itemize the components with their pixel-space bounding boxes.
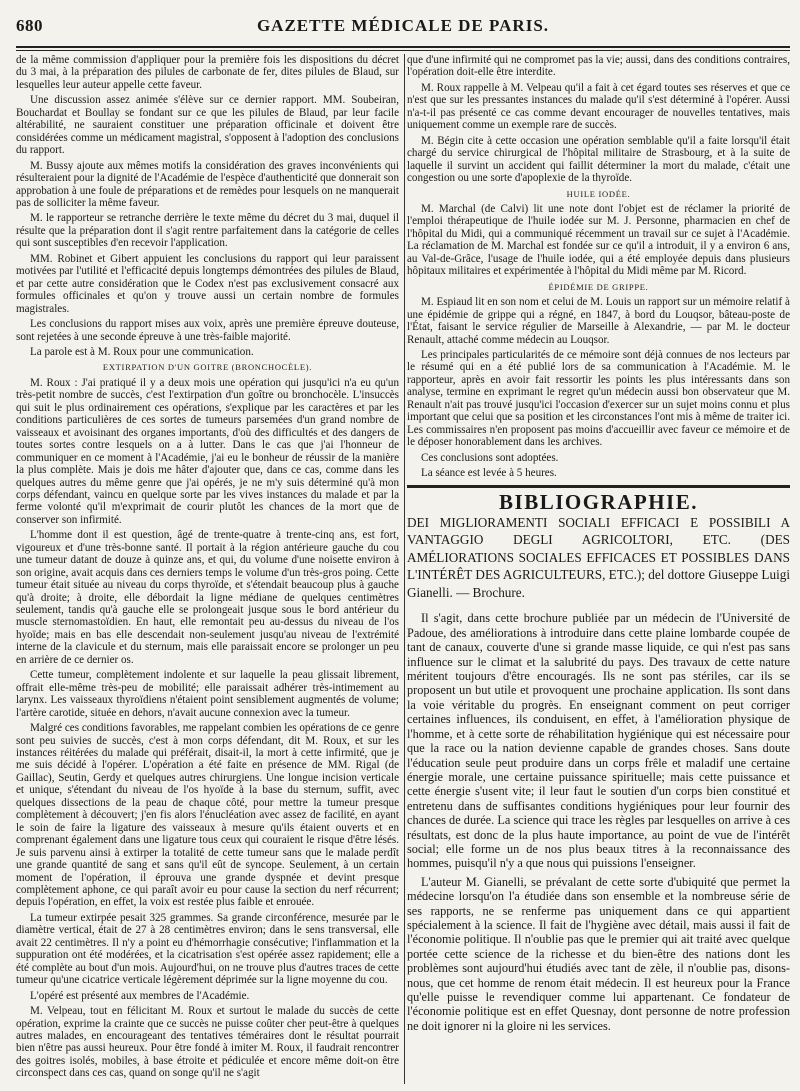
paragraph: Il s'agit, dans cette brochure publiée par un médecin de l'Université de Padoue, des améliorations à introduire dans cette plaine lombarde coupée de tant de canaux, couverte d'une si grande masse liquide, ce qui n'est pas sans influence sur le climat et la salubrité du pays. Des travaux de cette nature méritent toujours d'être encouragés. Ils ne sont pas stériles, car ils se proposent un but utile et provoquent une prochaine application. Ils sont dans la voie véritable du progrès. En enseignant comment on peut corriger certaines influences, ils conduisent, en effet, à l'amélioration physique de l'homme, et à cette sorte de réhabilitation hygiénique qui est nécessaire pour que la race ou la nation devienne capable de grandes choses. Sans doute l'éducation seule peut produire dans un corps frêle et maladif une certaine énergie morale, une certaine puissance spirituelle; mais cette puissance et cette énergie s'usent vite; il leur faut le soutien d'un corps bien constitué et entretenu dans de suffisantes conditions hygiéniques pour leur fournir des chances de durée. La science qui trace les règles par lesquelles on arrive à ces résultats, est donc de la plus haute importance, au point de vue de l'intérêt social; elle forme un de nos plus beaux titres à la reconnaissance des hommes, puisqu'il n'y a que nous qui puissions l'enseigner. bbox=[407, 611, 790, 871]
paragraph: M. Velpeau, tout en félicitant M. Roux et surtout le malade du succès de cette opération, exprime la crainte que ce succès ne puisse coûter cher peut-être à quelques autres malades, en encourageant des tentatives téméraires dont le résultat pourrait bien n'être pas aussi heureux. Pour être fondé à imiter M. Roux, il faudrait rencontrer des goitres isolés, mobiles, à base étroite et pédiculée et encore même doit-on être circonspect dans ces cas, quand on songe qu'il ne s'agit bbox=[16, 1005, 399, 1080]
page-header bbox=[16, 14, 790, 40]
paragraph: La parole est à M. Roux pour une communication. bbox=[30, 345, 254, 358]
paragraph: MM. Robinet et Gibert appuient les conclusions du rapport qui leur paraissent motivées par l'utilité et l'efficacité depuis longtemps démontrées des pilules de Blaud, et par cette autre considération que le Codex n'est pas exclusivement consacré aux formules officinales et qu'on y trouve aussi un certain nombre de formules magistrales. bbox=[16, 252, 399, 315]
section-title-goitre: EXTIRPATION D'UN GOITRE (BRONCHOCÈLE). bbox=[102, 362, 313, 373]
paragraph: L'opéré est présenté aux membres de l'Académie. bbox=[30, 989, 250, 1002]
left-column bbox=[16, 54, 399, 1084]
paragraph: que d'une infirmité qui ne compromet pas la vie; aussi, dans des conditions contraires, l'opération doit-elle être interdite. bbox=[407, 54, 790, 79]
paragraph: Ces conclusions sont adoptées. bbox=[421, 451, 559, 464]
bibliography-body bbox=[407, 611, 790, 1033]
paragraph: M. Bussy ajoute aux mêmes motifs la considération des graves inconvénients qui résulteraient pour la dignité de l'Académie de l'espèce d'authenticité que donnerait son approbation à une foule de préparations et de remèdes pour lesquels on ne manquerait pas de solliciter la même faveur. bbox=[16, 159, 399, 209]
bibliography-rule bbox=[407, 485, 790, 488]
paragraph: La séance est levée à 5 heures. bbox=[421, 467, 557, 480]
paragraph: M. Roux : J'ai pratiqué il y a deux mois une opération qui jusqu'ici n'a eu qu'un très-petit nombre de succès, c'est l'extirpation d'un goître ou bronchocèle. L'insuccès qui suit le plus ordinairement ces opérations, s'explique par les caractères et par les conditions particulières de ces sortes de tumeurs parsemées d'un grand nombre de vaisseaux et avoisinant des organes importants, d'où des difficultés et des dangers de toutes sortes contre lesquels on a à lutter. Dans le cas que j'ai l'honneur de communiquer en ce moment à l'Académie, j'ai eu le bonheur de réussir de la manière la plus complète. Mais je dois me hâter d'ajouter que, dans ce cas, comme dans les quelques autres du même genre que j'ai opérés, je ne m'y suis déterminé qu'à mon corps défendant, vaincu en quelque sorte par les vives instances du malade et par la ferme volonté qu'il m'exprimait de courir plutôt les chances de la mort que de conserver son infirmité. bbox=[16, 376, 399, 526]
page-number: 680 bbox=[16, 16, 43, 35]
paragraph: de la même commission d'appliquer pour la première fois les dispositions du décret du 3 mai, à la préparation des pilules de carbonate de fer, dites pilules de Blaud, sur lesquelles leur auteur appelle cette faveur. bbox=[16, 54, 399, 91]
paragraph: M. Espiaud lit en son nom et celui de M. Louis un rapport sur un mémoire relatif à une épidémie de grippe qui a régné, en 1847, à bord du Louqsor, bâteau-poste de l'État, faisant le service régulier de Marseille à Alexandrie, — par M. le docteur Renault, attaché comme médecin au Louqsor. bbox=[407, 296, 790, 346]
paragraph: Les principales particularités de ce mémoire sont déjà connues de nos lecteurs par le résumé qui en a été publié lors de sa communication à l'Académie. M. le rapporteur, après en avoir fait ressortir les points les plus intéressants dans son analyse, termine en exprimant le regret qu'un médecin aussi bon observateur que M. Renault n'ait pas trouvé jusqu'ici l'occasion d'exercer sur un sujet moins connu et plus important que celui que sa position et les circonstances l'ont mis à même de traiter ici. Les commissaires n'en proposent pas moins d'accueillir avec faveur ce mémoire et de le déposer honorablement dans les archives. bbox=[407, 348, 790, 449]
right-column bbox=[407, 54, 790, 1084]
paragraph: La tumeur extirpée pesait 325 grammes. Sa grande circonférence, mesurée par le diamètre vertical, était de 27 à 28 centimètres environ; dans le sens transversal, elle avait 22 centimètres. Il n'y a point eu d'hémorrhagie consécutive; l'inflammation et la suppuration ont été modérées, et la cicatrisation s'est opérée assez rapidement; elle a été complète au bout d'un mois. Aujourd'hui, on ne trouve plus d'autres traces de cette tumeur qu'une cicatrice verticale légèrement déprimée sur la ligne moyenne du cou. bbox=[16, 911, 399, 987]
paragraph: M. Marchal (de Calvi) lit une note dont l'objet est de réclamer la priorité de l'emploi thérapeutique de l'huile iodée sur M. J. Personne, pharmacien en chef de l'hôpital du Midi, qui a communiqué récemment un travail sur ce sujet à l'Académie. La réclamation de M. Marchal est fondée sur ce qu'il a introduit, il y a environ 6 ans, au Val-de-Grâce, l'usage de l'huile iodée, qui a été employée depuis dans plusieurs hôpitaux militaires et expérimentée à l'hôpital du Midi même par M. Ricord. bbox=[407, 202, 790, 278]
book-title: DEI MIGLIORAMENTI SOCIALI EFFICACI E POSSIBILI A VANTAGGIO DEGLI AGRICOLTORI, ETC. (DES AMÉLIORATIONS SOCIALES EFFICACES ET POSSIBLES DANS L'INTÉRÊT DES AGRICULTEURS, ETC.); del dottore Giuseppe Luigi Gianelli. — Brochure. bbox=[407, 514, 790, 600]
paragraph: Malgré ces conditions favorables, me rappelant combien les opérations de ce genre sont peu suivies de succès, c'est à mon corps défendant, dit M. Roux, et sur les instances réitérées du malade qui préférait, disait-il, la mort à cette infirmité, que je me suis décidé à l'opérer. L'opération a été faite en présence de MM. Rigal (de Gaillac), Seutin, Gerdy et quelques autres chirurgiens. Une longue incision verticale et unique, s'étendant du niveau de l'os hyoïde à la base du sternum, suffit, avec quelques dissections de la peau de chaque côté, pour mettre la tumeur presque complètement à découvert; j'en fis alors l'énucléation avec assez de facilité, en ayant le soin de faire la ligature des vaisseaux à mesure qu'ils étaient ouverts et en comprenant également dans une ligature tous ceux qui couraient le risque d'être lésés. Je suis parvenu ainsi à extirper la totalité de cette tumeur sans que le malade perdît une grande quantité de sang et sans qu'il eût de syncope. Seulement, à un certain moment de l'opération, il éprouva une grande dyspnée et devint presque complètement aphone, ce qui paraît avoir eu pour cause la section du nerf récurrent; depuis l'opération, en effet, la voix est restée plus faible et enrouée. bbox=[16, 722, 399, 909]
paragraph: M. Roux rappelle à M. Velpeau qu'il a fait à cet égard toutes ses réserves et que ce n'est que sur les pressantes instances du malade qu'il s'est déterminé à l'opérer. Aussi n'a-t-il pas présenté ce cas comme devant encourager de nouvelles tentatives, mais uniquement comme un exemple rare de succès. bbox=[407, 81, 790, 132]
paragraph: Cette tumeur, complètement indolente et sur laquelle la peau glissait librement, offrait elle-même très-peu de mobilité; elle paraissait adhérer très-intimement au larynx. Les vaisseaux thyroïdiens n'étaient point sensiblement augmentés de volume; l'artère carotide, située en dehors, n'avait aucune connexion avec la tumeur. bbox=[16, 669, 399, 719]
journal-title: GAZETTE MÉDICALE DE PARIS. bbox=[256, 16, 550, 35]
column-divider bbox=[404, 54, 405, 1084]
two-column-body bbox=[16, 54, 790, 1084]
paragraph: Une discussion assez animée s'élève sur ce dernier rapport. MM. Soubeiran, Bouchardat et Boullay se fondant sur ce que les pilules de Blaud, par leur facile altérabilité, ne sauraient constituer une préparation officinale et doivent être considérées comme un médicament magistral, s'opposent à l'adoption des conclusions du rapport. bbox=[16, 94, 399, 157]
paragraph: M. Bégin cite à cette occasion une opération semblable qu'il a faite lorsqu'il était chargé du service chirurgical de l'hôpital militaire de Strasbourg, et à la suite de laquelle il survint un accident qui faillit déterminer la mort du malade, c'était une congestion ou une sorte d'apoplexie de la thyroïde. bbox=[407, 134, 790, 185]
section-title-grippe: ÉPIDÉMIE DE GRIPPE. bbox=[548, 281, 649, 292]
paragraph: Les conclusions du rapport mises aux voix, après une première épreuve douteuse, sont rejetées à une seconde épreuve à une très-faible majorité. bbox=[16, 318, 399, 343]
bibliography-heading: BIBLIOGRAPHIE. bbox=[499, 489, 698, 514]
section-title-huile-iodee: HUILE IODÉE. bbox=[566, 188, 631, 199]
header-rule bbox=[16, 46, 790, 51]
paragraph: L'homme dont il est question, âgé de trente-quatre à trente-cinq ans, est fort, vigoureux et d'une très-bonne santé. Il portait à la région antérieure gauche du cou une tumeur datant de douze à quinze ans, et qui, du volume d'une noisette environ à son origine, avait acquis dans ces derniers temps le volume d'un très-gros poing. Cette tumeur était située au niveau du corps thyroïde, et s'étendait beaucoup plus à gauche qu'à droite; à droite, elle débordait la ligne médiane de quelques centimètres seulement, tandis qu'à gauche elle se prolongeait jusque sous le bord antérieur du muscle sternomastoïdien. En haut, elle remontait peu au-dessus du niveau de l'os hyoïde; mais en bas elle descendait non-seulement jusqu'au niveau de l'extrémité interne de la clavicule et du sternum, mais elle paraissait encore se prolonger un peu en arrière de ce dernier os. bbox=[16, 529, 399, 666]
paragraph: M. le rapporteur se retranche derrière le texte même du décret du 3 mai, duquel il résulte que la préparation dont il s'agit rentre parfaitement dans la catégorie de celles qui sont susceptibles d'en recevoir l'application. bbox=[16, 212, 399, 250]
paragraph: L'auteur M. Gianelli, se prévalant de cette sorte d'ubiquité que permet la médecine lorsqu'on l'a étudiée dans son ensemble et la nombreuse série de ses rapports, ne se renferme pas uniquement dans ce qui appartient spécialement à la science. Il fait de l'hygiène avec détail, mais aussi il fait de l'économie politique. Il n'oublie pas que le premier qui ait traité avec quelque portée cette science de la richesse et du bien-être des nations dont les problèmes sont aujourd'hui étudiés avec tant de zèle, il n'oublie pas, disons-nous, que cet homme de renom était médecin. Il est heureux pour la France qu'elle puisse le revendiquer comme lui appartenant. Ce fondateur de l'économie politique est en effet Quesnay, dont personne de notre profession ne doit ignorer ni la gloire ni les services. bbox=[407, 874, 790, 1033]
